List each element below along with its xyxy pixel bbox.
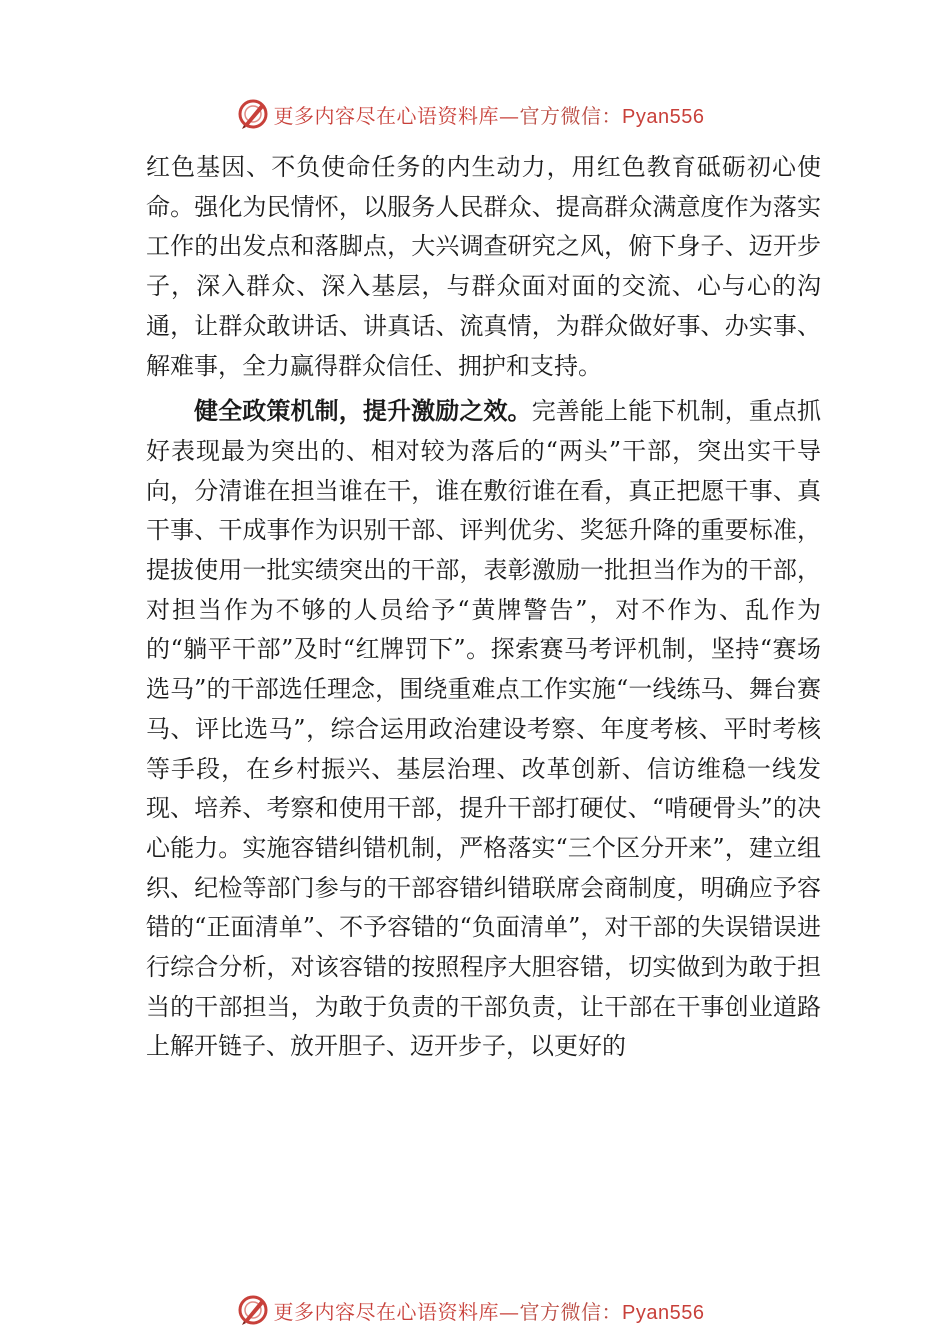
footer-banner-text — [274, 1296, 705, 1325]
footer-brand: 更多内容尽在心语资料库 — [273, 1299, 500, 1324]
header-dash: — — [499, 103, 520, 128]
red-circle-pen-logo-icon — [236, 97, 270, 131]
paragraph-2 — [146, 392, 821, 1067]
header-brand: 更多内容尽在心语资料库 — [273, 103, 500, 128]
paragraph-1: 红色基因、不负使命任务的内生动力，用红色教育砥砺初心使命。强化为民情怀，以服务人民群众、提高群众满意度作为落实工作的出发点和落脚点，大兴调查研究之风，俯下身子、迈开步子，深入群众、深入基层，与群众面对面的交流、心与心的沟通，让群众敢讲话、讲真话、流真情，为群众做好事、办实事、解难事，全力赢得群众信任、拥护和支持。 — [146, 153, 821, 380]
document-body — [146, 148, 821, 1067]
header-wechat-label: 官方微信： — [519, 103, 623, 128]
footer-banner — [0, 1290, 950, 1330]
red-circle-pen-logo-icon — [236, 1293, 270, 1327]
paragraph-2-text: 完善能上能下机制，重点抓好表现最为突出的、相对较为落后的“两头”干部，突出实干导向，分清谁在担当谁在干，谁在敷衍谁在看，真正把愿干事、真干事、干成事作为识别干部、评判优劣、奖惩升降的重要标准，提拔使用一批实绩突出的干部，表彰激励一批担当作为的干部，对担当作为不够的人员给予“黄牌警告”，对不作为、乱作为的“躺平干部”及时“红牌罚下”。探索赛马考评机制，坚持“赛场选马”的干部选任理念，围绕重难点工作实施“一线练马、舞台赛马、评比选马”，综合运用政治建设考察、年度考核、平时考核等手段，在乡村振兴、基层治理、改革创新、信访维稳一线发现、培养、考察和使用干部，提升干部打硬仗、“啃硬骨头”的决心能力。实施容错纠错机制，严格落实“三个区分开来”，建立组织、纪检等部门参与的干部容错纠错联席会商制度，明确应予容错的“正面清单”、不予容错的“负面清单”，对干部的失误错误进行综合分析，对该容错的按照程序大胆容错，切实做到为敢于担当的干部担当，为敢于负责的干部负责，让干部在干事创业道路上解开链子、放开胆子、迈开步子，以更好的 — [146, 397, 822, 1061]
header-banner-text — [274, 100, 705, 129]
footer-account: Pyan556 — [622, 1301, 705, 1324]
header-banner — [0, 94, 950, 134]
paragraph-2-heading: 健全政策机制，提升激励之效。 — [194, 397, 532, 426]
footer-dash: — — [499, 1299, 520, 1324]
footer-wechat-label: 官方微信： — [519, 1299, 623, 1324]
header-account: Pyan556 — [622, 105, 705, 128]
